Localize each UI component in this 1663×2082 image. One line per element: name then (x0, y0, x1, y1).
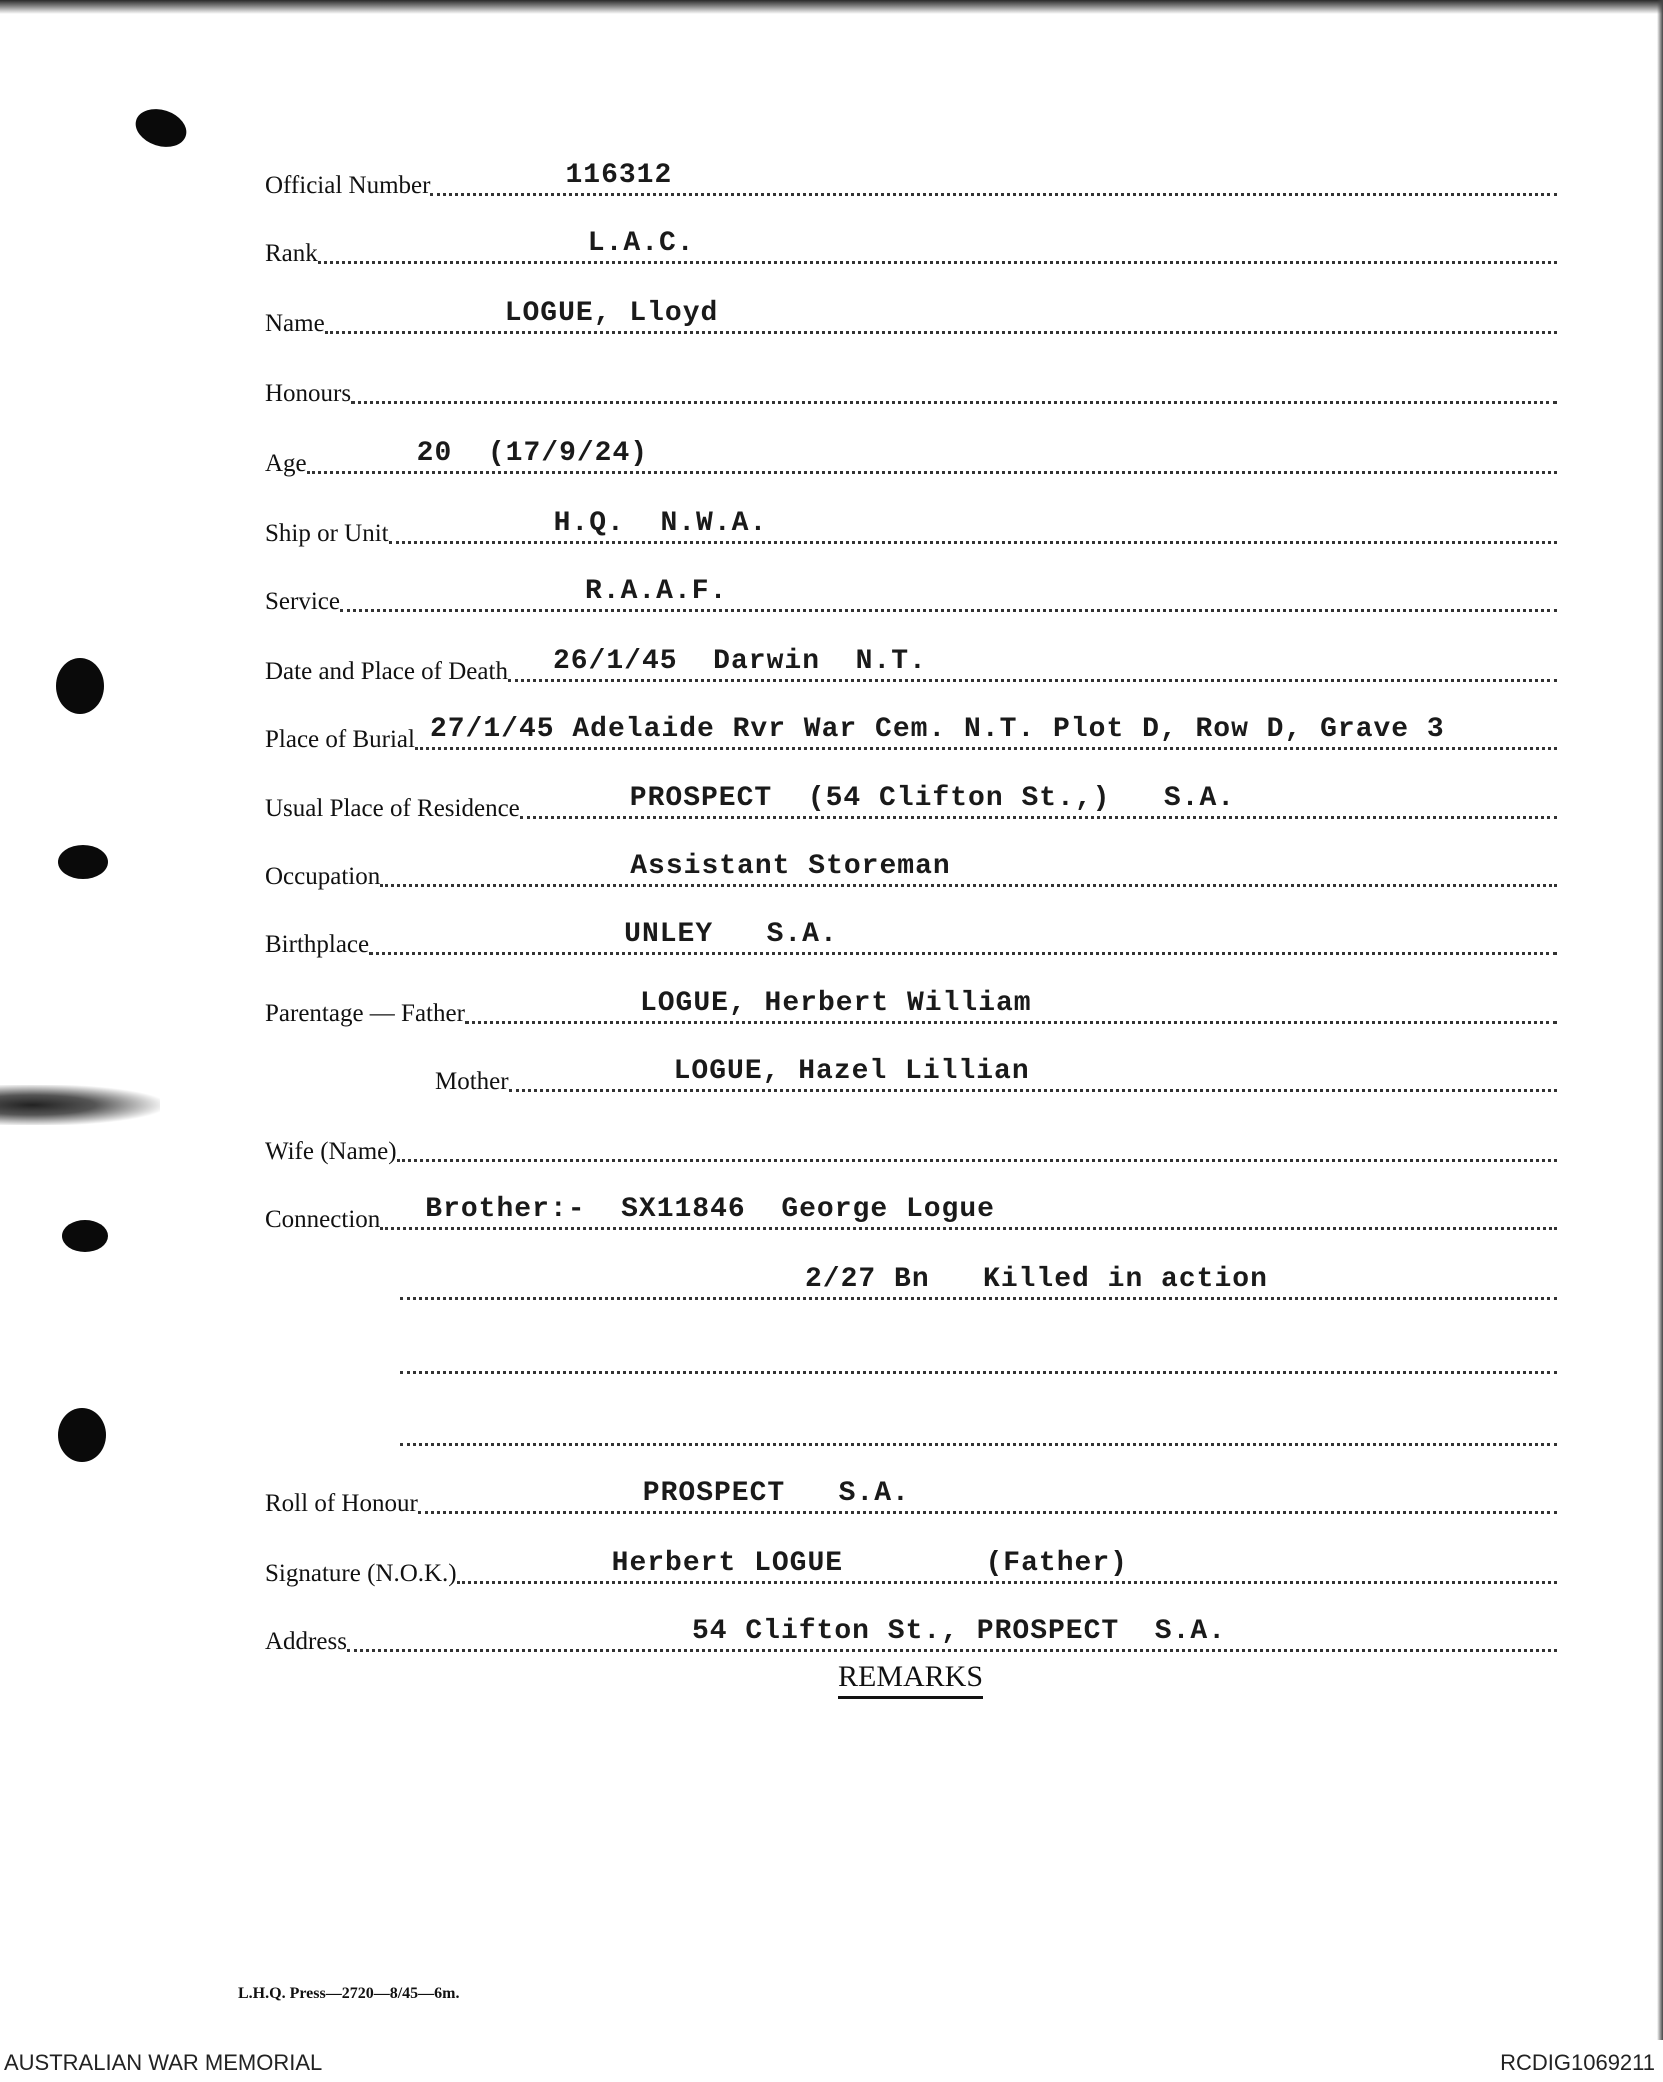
signature-field (265, 1540, 1557, 1590)
roll-of-honour-label: Roll of Honour (265, 1490, 418, 1517)
residence-field (265, 775, 1557, 825)
wife-field (265, 1118, 1557, 1168)
archive-id-label: RCDIG1069211 (1500, 2050, 1655, 2075)
official-number-field (265, 152, 1557, 202)
service-value: R.A.A.F. (584, 576, 728, 607)
scan-top-edge (0, 0, 1663, 14)
ship-or-unit-field (265, 500, 1557, 550)
honours-label: Honours (265, 380, 352, 407)
connection-line-2 (400, 1256, 1557, 1306)
occupation-label: Occupation (265, 863, 381, 890)
ship-or-unit-value: H.Q. N.W.A. (553, 508, 768, 539)
age-field (265, 430, 1557, 480)
ship-or-unit-label: Ship or Unit (265, 520, 389, 547)
death-label: Date and Place of Death (265, 658, 508, 685)
burial-label: Place of Burial (265, 726, 415, 753)
mother-field (435, 1048, 1557, 1098)
roll-of-honour-value: PROSPECT S.A. (642, 1478, 910, 1509)
residence-label: Usual Place of Residence (265, 795, 520, 822)
occupation-field (265, 843, 1557, 893)
death-value: 26/1/45 Darwin N.T. (552, 646, 927, 677)
birthplace-value: UNLEY S.A. (624, 919, 838, 950)
remarks-heading: REMARKS (838, 1660, 983, 1699)
connection-line-3 (400, 1330, 1557, 1380)
service-field (265, 568, 1557, 618)
printer-imprint: L.H.Q. Press—2720—8/45—6m. (238, 1985, 460, 2002)
father-field (265, 980, 1557, 1030)
service-label: Service (265, 588, 340, 615)
occupation-value: Assistant Storeman (630, 851, 951, 882)
roll-of-honour-field (265, 1470, 1557, 1520)
scan-right-edge (1657, 0, 1663, 2040)
honours-field (265, 360, 1557, 410)
official-number-value: 116312 (565, 160, 673, 191)
address-field (265, 1608, 1557, 1658)
name-field (265, 290, 1557, 340)
punch-hole-3 (58, 845, 108, 879)
burial-field (265, 706, 1557, 756)
connection-line-4 (400, 1402, 1557, 1452)
address-label: Address (265, 1628, 347, 1655)
name-value: LOGUE, Lloyd (504, 298, 719, 329)
connection-label: Connection (265, 1206, 381, 1233)
connection-value: Brother:- SX11846 George Logue (425, 1194, 995, 1225)
birthplace-field (265, 911, 1557, 961)
burial-value: 27/1/45 Adelaide Rvr War Cem. N.T. Plot D, Row D, Grave 3 (429, 714, 1445, 745)
age-value: 20 (17/9/24) (416, 438, 649, 469)
binder-clip-shadow (0, 1085, 160, 1125)
connection-value-2: 2/27 Bn Killed in action (805, 1264, 1268, 1295)
name-label: Name (265, 310, 325, 337)
father-label: Parentage — Father (265, 1000, 465, 1027)
punch-hole-4 (62, 1220, 108, 1252)
mother-label: Mother (435, 1068, 509, 1095)
punch-hole-1 (131, 103, 192, 153)
mother-value: LOGUE, Hazel Lillian (673, 1056, 1030, 1087)
punch-hole-2 (56, 658, 104, 714)
age-label: Age (265, 450, 307, 477)
residence-value: PROSPECT (54 Clifton St.,) S.A. (629, 783, 1236, 814)
archive-source-label: AUSTRALIAN WAR MEMORIAL (4, 2050, 323, 2075)
connection-field (265, 1186, 1557, 1236)
address-value: 54 Clifton St., PROSPECT S.A. (691, 1616, 1227, 1647)
father-value: LOGUE, Herbert William (639, 988, 1032, 1019)
signature-value: Herbert LOGUE (Father) (611, 1548, 1128, 1579)
birthplace-label: Birthplace (265, 931, 370, 958)
wife-label: Wife (Name) (265, 1138, 397, 1165)
rank-field (265, 220, 1557, 270)
rank-label: Rank (265, 240, 318, 267)
death-field (265, 638, 1557, 688)
rank-value: L.A.C. (587, 228, 695, 259)
punch-hole-5 (58, 1408, 106, 1462)
signature-label: Signature (N.O.K.) (265, 1560, 457, 1587)
official-number-label: Official Number (265, 172, 431, 199)
